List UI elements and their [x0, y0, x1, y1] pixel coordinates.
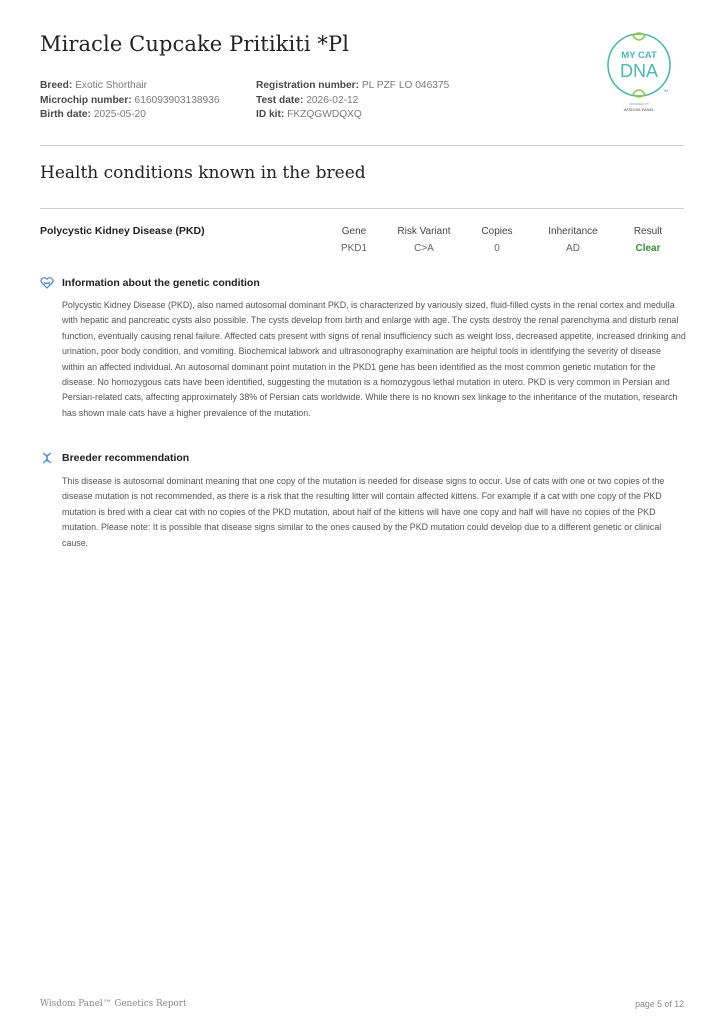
- test-date-field: [256, 94, 449, 109]
- breeder-heading-label: Breeder recommendation: [62, 452, 190, 464]
- gene-header: Gene: [341, 226, 367, 237]
- footer-report-name: Wisdom Panel™ Genetics Report: [40, 999, 187, 1009]
- divider: [40, 145, 684, 146]
- page-title: Miracle Cupcake Pritikiti *Pl: [40, 32, 350, 56]
- id-kit-field: [256, 108, 449, 123]
- footer-page-number: page 5 of 12: [635, 999, 684, 1009]
- microchip-value: 616093903138936: [134, 94, 220, 106]
- svg-text:TM: TM: [663, 89, 669, 93]
- divider: [40, 208, 684, 209]
- birth-date-value: 2025-05-20: [93, 109, 146, 120]
- section-title: Health conditions known in the breed: [40, 163, 366, 183]
- gene-value: PKD1: [340, 243, 368, 254]
- heart-dna-icon: [40, 277, 54, 289]
- svg-text:WISDOM PANEL: WISDOM PANEL: [623, 107, 655, 112]
- risk-variant-header: Risk Variant: [397, 226, 451, 237]
- breed-field: [40, 79, 220, 94]
- test-date-label: Test date:: [256, 94, 304, 106]
- svg-text:MY CAT: MY CAT: [621, 50, 657, 61]
- svg-text:POWERED BY: POWERED BY: [628, 102, 650, 106]
- info-heading: [40, 277, 260, 289]
- breed-label: Breed:: [40, 80, 73, 91]
- risk-variant-value: C>A: [414, 243, 434, 254]
- pet-details-left: [40, 79, 220, 123]
- inheritance-header: Inheritance: [548, 226, 598, 237]
- dna-icon: [40, 452, 54, 464]
- birth-date-label: Birth date:: [40, 109, 91, 120]
- copies-header: Copies: [481, 226, 513, 237]
- microchip-field: [40, 94, 220, 109]
- breeder-heading: [40, 452, 189, 464]
- microchip-label: Microchip number:: [40, 94, 132, 106]
- registration-value: PL PZF LO 046375: [361, 80, 450, 91]
- registration-label: Registration number:: [256, 80, 360, 91]
- inheritance-value: AD: [566, 243, 580, 254]
- breeder-paragraph: This disease is autosomal dominant meaning that one copy of the mutation is needed for disease signs to occur. Use of cats with one or two copies of the disease mutation is not recommended, as there is a risk that the resulting litter will contain affected kittens. For example if a cat with one copy of the PKD mutation is bred with a clear cat with no copies of the PKD mutation, about half of the kittens will have one copy and half will have no copies of the PKD mutation. Please note: It is possible that disease signs similar to the ones caused by the PKD mutation could develop due to a different genetic or clinical cause.: [62, 476, 665, 548]
- svg-text:DNA: DNA: [619, 61, 659, 81]
- copies-value: 0: [494, 243, 500, 254]
- result-header: Result: [633, 226, 663, 237]
- condition-name: Polycystic Kidney Disease (PKD): [40, 225, 205, 237]
- result-value: Clear: [635, 243, 661, 254]
- info-paragraph: Polycystic Kidney Disease (PKD), also named autosomal dominant PKD, is characterized by variously sized, fluid-filled cysts in the renal cortex and medulla with hepatic and pancreatic cysts also possible. The cysts develop from birth and enlarge with age. The cysts destroy the renal parenchyma and disturb renal function, eventually causing renal failure. Affected cats present with signs of renal insufficiency such as weight loss, decreased appetite, increased drinking and urination, poor body condition, and vomiting. Biochemical labwork and ultrasonography examination are helpful tools in identifying the severity of disease within an affected individual. An autosomal dominant point mutation in the PKD1 gene has been identified as the most common genetic mutation for the disease. No homozygous cats have been identified, suggesting the mutation is a homozygous lethal mutation in utero. PKD is very common in Persian and Persian-related cats, affecting approximately 38% of Persian cats worldwide. While there is no known sex linkage to the inheritance of the mutation, research has shown male cats have a higher prevalence of the mutation.: [62, 300, 686, 418]
- birth-date-field: [40, 108, 220, 123]
- breed-value: Exotic Shorthair: [75, 80, 148, 91]
- id-kit-value: FKZQGWDQXQ: [287, 109, 362, 120]
- info-heading-label: Information about the genetic condition: [62, 277, 260, 289]
- id-kit-label: ID kit:: [256, 109, 285, 120]
- registration-field: [256, 79, 449, 94]
- pet-details-right: [256, 79, 449, 123]
- my-cat-dna-logo: [606, 30, 672, 116]
- test-date-value: 2026-02-12: [306, 94, 359, 106]
